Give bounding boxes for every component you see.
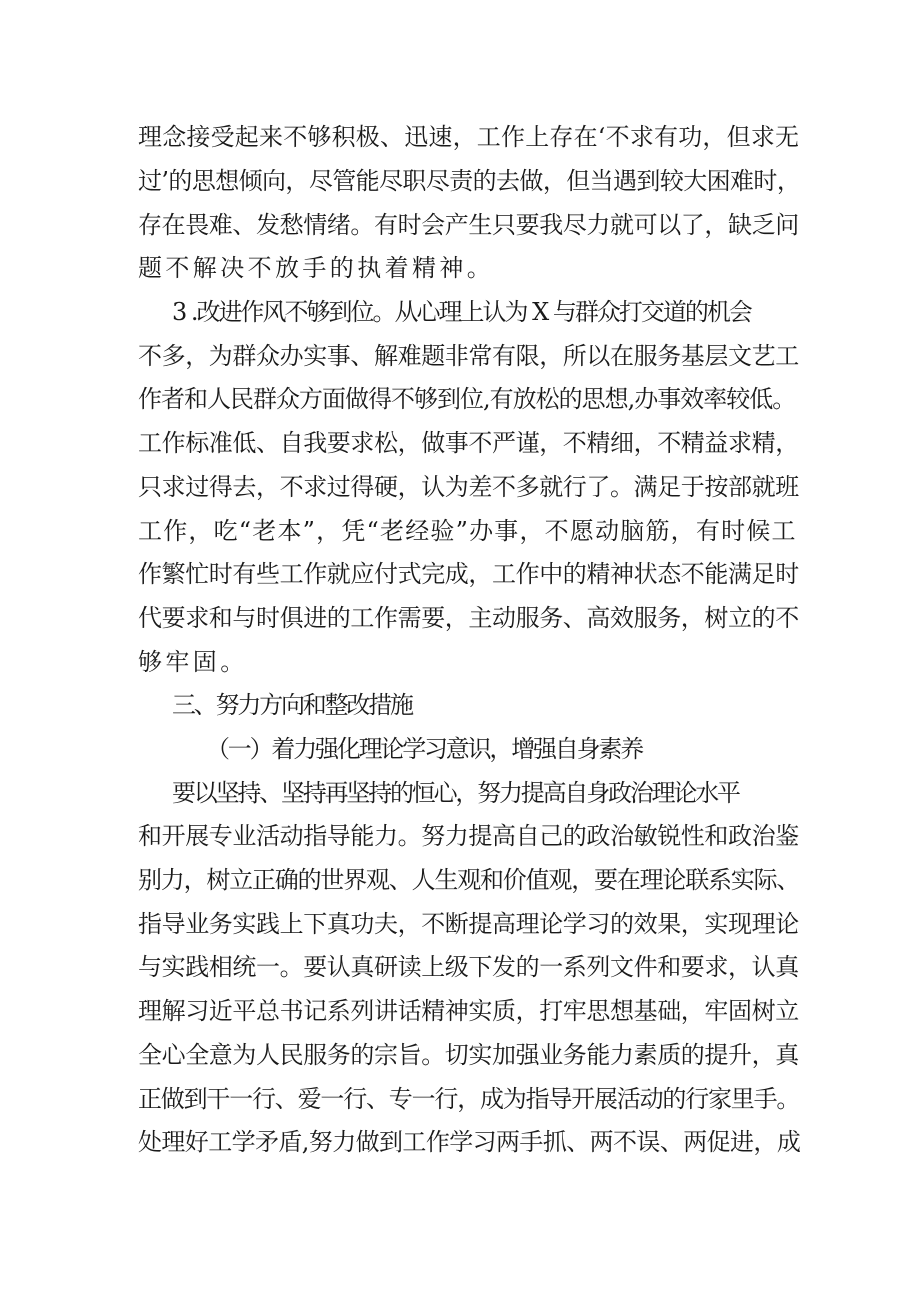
text-line: 处理好工学矛盾,努力做到工作学习两手抓、两不误、两促进，成 bbox=[138, 1128, 801, 1156]
text-line: 代要求和与时俱进的工作需要，主动服务、高效服务，树立的不 bbox=[138, 604, 799, 632]
text-line: 和开展专业活动指导能力。努力提高自己的政治敏锐性和政治鉴 bbox=[138, 822, 799, 850]
text-line: 工作标准低、自我要求松，做事不严谨，不精细，不精益求精， bbox=[138, 429, 799, 457]
text-line: 3 .改进作风不够到位。从心理上认为 X 与群众打交道的机会 bbox=[172, 298, 751, 326]
text-line: 题不解决不放手的执着精神。 bbox=[138, 254, 495, 282]
text-line: 指导业务实践上下真功夫，不断提高理论学习的效果，实现理论 bbox=[138, 910, 799, 938]
section-heading: 三、努力方向和整改措施 bbox=[172, 691, 412, 719]
text-line: 全心全意为人民服务的宗旨。切实加强业务能力素质的提升，真 bbox=[138, 1041, 799, 1069]
subsection-heading: （一）着力强化理论学习意识，增强自身素养 bbox=[206, 735, 642, 763]
text-line: 正做到干一行、爱一行、专一行，成为指导开展活动的行家里手。 bbox=[138, 1085, 800, 1113]
text-line: 只求过得去，不求过得硬，认为差不多就行了。满足于按部就班 bbox=[138, 473, 799, 501]
text-line: 不多，为群众办实事、解难题非常有限，所以在服务基层文艺工 bbox=[138, 342, 799, 370]
text-line: 别力，树立正确的世界观、人生观和价值观，要在理论联系实际、 bbox=[138, 866, 800, 894]
text-line: 理念接受起来不够积极、迅速，工作上存在‘不求有功，但求无 bbox=[138, 123, 800, 151]
text-line: 与实践相统一。要认真研读上级下发的一系列文件和要求，认真 bbox=[138, 953, 799, 981]
text-line: 理解习近平总书记系列讲话精神实质，打牢思想基础，牢固树立 bbox=[138, 997, 799, 1025]
text-line: 够牢固。 bbox=[138, 648, 248, 676]
text-line: 要以坚持、坚持再坚持的恒心，努力提高自身政治理论水平 bbox=[172, 779, 739, 807]
text-line: 过’的思想倾向，尽管能尽职尽责的去做，但当遇到较大困难时， bbox=[138, 167, 801, 195]
text-line: 工作，吃“老本”，凭“老经验”办事，不愿动脑筋，有时候工 bbox=[138, 517, 797, 545]
text-line: 作繁忙时有些工作就应付式完成，工作中的精神状态不能满足时 bbox=[138, 560, 799, 588]
text-line: 作者和人民群众方面做得不够到位,有放松的思想,办事效率较低。 bbox=[138, 385, 796, 413]
text-line: 存在畏难、发愁情绪。有时会产生只要我尽力就可以了，缺乏问 bbox=[138, 211, 799, 239]
